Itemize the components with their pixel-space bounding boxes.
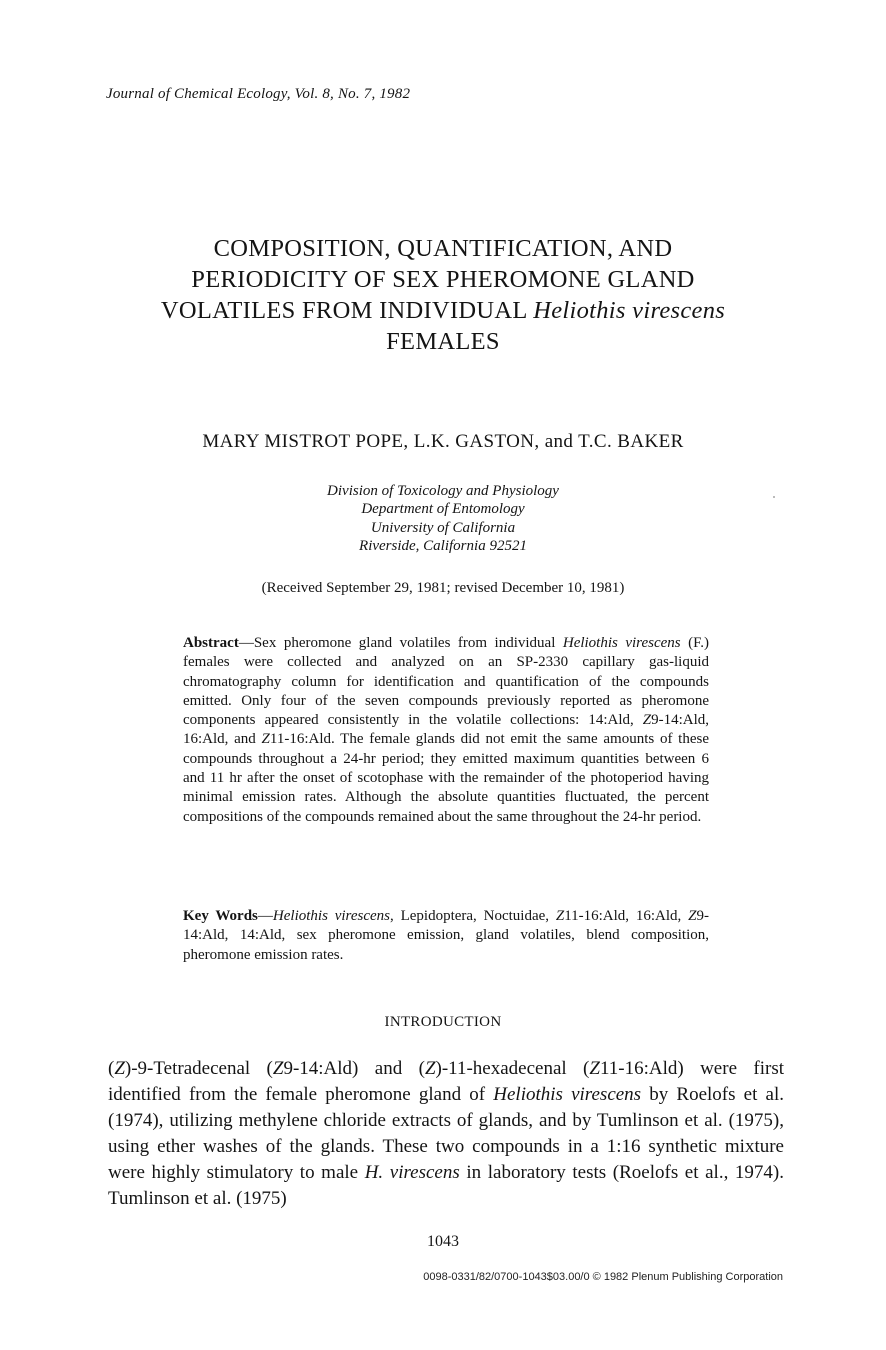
isomer-prefix: Z [555, 908, 565, 924]
species-name: H. virescens [364, 1162, 460, 1183]
title-line: COMPOSITION, QUANTIFICATION, AND [213, 235, 673, 262]
species-name: Heliothis virescens [562, 635, 681, 651]
keywords-label: Key Words [183, 908, 258, 924]
intro-text: 11-16:Ald) were first identified from the female pheromone gland of [108, 1058, 784, 1105]
intro-text: 9-14:Ald) and ( [283, 1058, 425, 1079]
received-dates: (Received September 29, 1981; revised December 10, 1981) [261, 580, 625, 596]
abstract-label: Abstract [183, 635, 239, 651]
keywords-dash: — [257, 908, 273, 924]
species-name: Heliothis virescens [272, 908, 390, 924]
article-title [100, 233, 786, 357]
keywords-text: 11-16:Ald, 16:Ald, [564, 908, 689, 924]
title-line: PERIODICITY OF SEX PHEROMONE GLAND [191, 266, 695, 293]
isomer-prefix: Z [114, 1058, 125, 1079]
section-heading: INTRODUCTION [384, 1014, 502, 1030]
intro-text: )-9-Tetradecenal ( [124, 1058, 273, 1079]
intro-paragraph [108, 1056, 784, 1212]
copyright-line: 0098-0331/82/0700-1043$03.00/0 © 1982 Plenum Publishing Corporation [423, 1271, 783, 1283]
keywords-text: 9-14:Ald, 14:Ald, sex pheromone emission, gland volatiles, blend composition, pheromone emission rates. [183, 908, 709, 963]
abstract-text: 11-16:Ald. The female glands did not emit the same amounts of these compounds throughout a 24-hr period; they emitted maximum quantities between 6 and 11 hr after the onset of scotophase with the remainder of the photoperiod having minimal emission rates. Although the absolute quantities fluctuated, the percent compositions of the compounds remained about the same throughout the 24-hr period. [183, 731, 709, 825]
title-line [100, 295, 786, 326]
isomer-prefix: Z [272, 1058, 284, 1079]
scan-speck [773, 496, 775, 498]
intro-text: ( [108, 1058, 115, 1079]
author-list: MARY MISTROT POPE, L.K. GASTON, and T.C. BAKER [202, 431, 684, 452]
page-number: 1043 [427, 1233, 459, 1250]
affiliation-line: Division of Toxicology and Physiology [327, 483, 559, 499]
abstract [183, 634, 709, 827]
journal-header: Journal of Chemical Ecology, Vol. 8, No. 7, 1982 [106, 86, 411, 102]
title-line: FEMALES [386, 328, 500, 355]
affiliation-line: University of California [370, 519, 516, 536]
affiliation [200, 482, 686, 555]
isomer-prefix: Z [261, 731, 270, 748]
abstract-text: Sex pheromone gland volatiles from individual [253, 635, 563, 651]
isomer-prefix: Z [589, 1058, 600, 1079]
title-species: Heliothis virescens [533, 297, 726, 324]
key-words [183, 907, 709, 965]
abstract-text: 9-14:Ald, 16:Ald, and [183, 712, 709, 748]
affiliation-line: Riverside, California 92521 [359, 537, 527, 554]
intro-text: by Roelofs et al. (1974), utilizing methylene chloride extracts of glands, and by Tumlinson et al. (1975), using ether washes of the glands. These two compounds in a 1:16 synthetic mixture were highly stimulatory to male [108, 1084, 784, 1183]
keywords-text: , Lepidoptera, Noctuidae, [390, 908, 556, 924]
species-name: Heliothis virescens [493, 1084, 642, 1105]
intro-text: )-11-hexadecenal ( [435, 1058, 590, 1079]
affiliation-line: Department of Entomology [361, 501, 525, 518]
abstract-text: (F.) females were collected and analyzed on an SP-2330 capillary gas-liquid chromatography column for identification and quantification of the compounds emitted. Only four of the seven compounds previously reported as pheromone components appeared consistently in the volatile collections: 14:Ald, [183, 635, 709, 729]
abstract-dash: — [238, 635, 254, 651]
isomer-prefix: Z [642, 712, 652, 729]
isomer-prefix: Z [424, 1058, 436, 1079]
intro-text: in laboratory tests (Roelofs et al., 1974). Tumlinson et al. (1975) [108, 1162, 784, 1209]
isomer-prefix: Z [688, 908, 697, 924]
title-text: VOLATILES FROM INDIVIDUAL [160, 297, 534, 324]
